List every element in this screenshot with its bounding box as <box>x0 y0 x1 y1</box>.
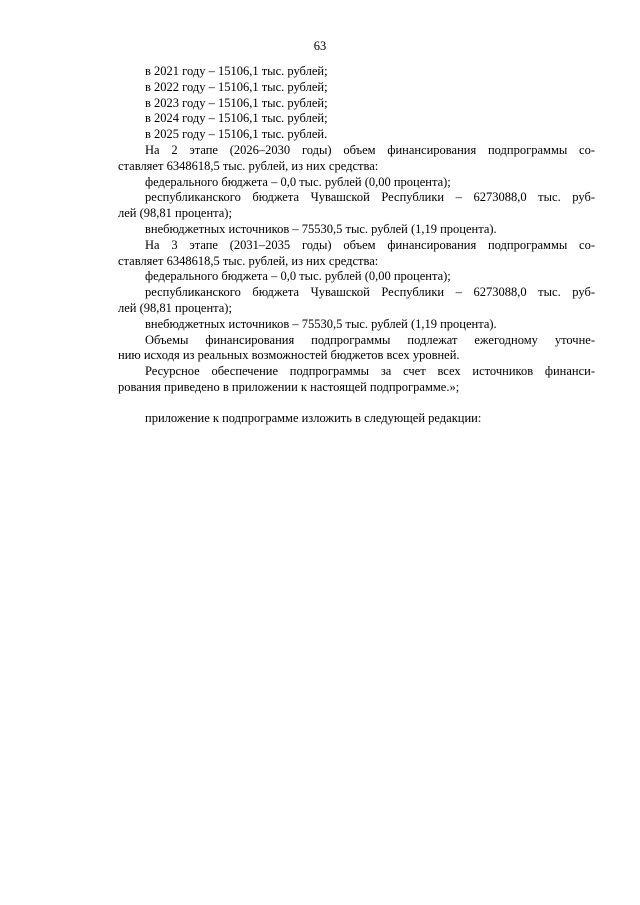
funding-line-2024: в 2024 году – 15106,1 тыс. рублей; <box>145 111 328 126</box>
funding-line-2022: в 2022 году – 15106,1 тыс. рублей; <box>145 79 328 94</box>
stage2-offbudget-line: внебюджетных источников – 75530,5 тыс. рублей (1,19 процента). <box>145 221 497 236</box>
stage3-federal-line: федерального бюджета – 0,0 тыс. рублей (0,00 процента); <box>145 269 451 284</box>
stage2-republic-line: республиканского бюджета Чувашской Республики – 6273088,0 тыс. руб- <box>145 190 595 205</box>
stage2-federal-line: федерального бюджета – 0,0 тыс. рублей (0,00 процента); <box>145 174 451 189</box>
appendix-instruction-line: приложение к подпрограмме изложить в следующей редакции: <box>145 410 482 425</box>
page-number: 63 <box>313 39 327 53</box>
annual-adjustment-cont-line: нию исходя из реальных возможностей бюджетов всех уровней. <box>118 348 460 363</box>
stage3-total-line: ставляет 6348618,5 тыс. рублей, из них средства: <box>118 253 379 268</box>
resource-provision-cont-line: рования приведено в приложении к настоящей подпрограмме.»; <box>118 379 460 394</box>
funding-line-2021: в 2021 году – 15106,1 тыс. рублей; <box>145 64 328 78</box>
stage2-intro-line: На 2 этапе (2026–2030 годы) объем финансирования подпрограммы со- <box>145 142 595 157</box>
stage3-offbudget-line: внебюджетных источников – 75530,5 тыс. рублей (1,19 процента). <box>145 316 497 331</box>
annual-adjustment-line: Объемы финансирования подпрограммы подлежат ежегодному уточне- <box>145 332 595 347</box>
funding-line-2025: в 2025 году – 15106,1 тыс. рублей. <box>145 127 328 142</box>
stage3-republic-line: республиканского бюджета Чувашской Республики – 6273088,0 тыс. руб- <box>145 285 595 300</box>
document-body <box>118 64 595 427</box>
stage2-total-line: ставляет 6348618,5 тыс. рублей, из них средства: <box>118 158 379 173</box>
stage2-republic-percent-line: лей (98,81 процента); <box>118 206 232 221</box>
paragraph-gap <box>118 396 595 411</box>
stage3-republic-percent-line: лей (98,81 процента); <box>118 300 232 315</box>
funding-line-2023: в 2023 году – 15106,1 тыс. рублей; <box>145 95 328 110</box>
resource-provision-line: Ресурсное обеспечение подпрограммы за счет всех источников финанси- <box>145 364 595 379</box>
stage3-intro-line: На 3 этапе (2031–2035 годы) объем финансирования подпрограммы со- <box>145 237 595 252</box>
